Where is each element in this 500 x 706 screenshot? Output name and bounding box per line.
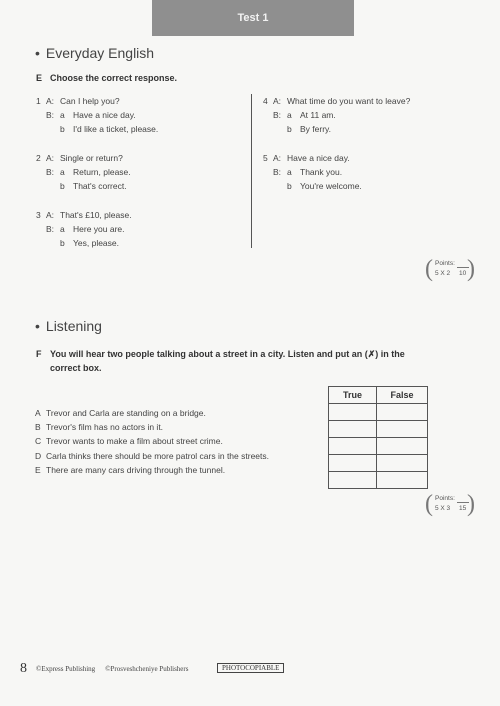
- prompt-text: That's £10, please.: [60, 210, 132, 220]
- true-false-table: [328, 386, 428, 489]
- question-3: [36, 208, 236, 252]
- statement-letter: A: [35, 408, 41, 418]
- question-2: [36, 151, 236, 195]
- false-box[interactable]: [377, 438, 428, 455]
- option-letter[interactable]: a: [60, 110, 65, 120]
- question-5: [263, 151, 463, 195]
- speaker-b: B:: [46, 110, 55, 120]
- bullet-icon: •: [35, 45, 40, 61]
- option-text[interactable]: Have a nice day.: [73, 110, 136, 120]
- statement-e: [35, 465, 225, 475]
- question-number: 4: [263, 96, 268, 106]
- option-text[interactable]: By ferry.: [300, 124, 332, 134]
- section-title-listening: [35, 318, 102, 334]
- option-letter[interactable]: b: [60, 124, 65, 134]
- prompt-text: Single or return?: [60, 153, 123, 163]
- statement-letter: E: [35, 465, 41, 475]
- table-row: [329, 472, 428, 489]
- speaker-b: B:: [273, 110, 282, 120]
- points-total: 15: [459, 505, 467, 512]
- true-box[interactable]: [329, 472, 377, 489]
- true-box[interactable]: [329, 438, 377, 455]
- section-title-text: Listening: [45, 318, 102, 334]
- question-number: 1: [36, 96, 41, 106]
- speaker-b: B:: [46, 224, 55, 234]
- paren-left: (: [425, 491, 433, 517]
- photocopiable-label: PHOTOCOPIABLE: [217, 663, 284, 673]
- true-box[interactable]: [329, 455, 377, 472]
- option-text[interactable]: Here you are.: [73, 224, 125, 234]
- false-box[interactable]: [377, 455, 428, 472]
- false-box[interactable]: [377, 472, 428, 489]
- table-row: [329, 438, 428, 455]
- instruction-e: [36, 73, 177, 83]
- statement-d: [35, 451, 269, 461]
- instruction-text-2: correct box.: [50, 363, 102, 373]
- points-label: Points:: [435, 495, 455, 502]
- option-text[interactable]: I'd like a ticket, please.: [73, 124, 159, 134]
- true-box[interactable]: [329, 404, 377, 421]
- points-total: 10: [459, 270, 467, 277]
- statement-b: [35, 422, 163, 432]
- true-box[interactable]: [329, 421, 377, 438]
- statement-text: Trevor and Carla are standing on a bridge.: [46, 408, 206, 418]
- speaker-a: A:: [46, 210, 55, 220]
- instruction-letter: F: [36, 349, 42, 359]
- points-box-f: [425, 493, 475, 519]
- paren-right: ): [467, 256, 475, 282]
- points-calc: 5 X 3: [435, 505, 451, 512]
- table-header-row: [329, 387, 428, 404]
- statement-letter: C: [35, 436, 42, 446]
- instruction-text: Choose the correct response.: [50, 73, 178, 83]
- statement-text: Trevor wants to make a film about street crime.: [46, 436, 223, 446]
- section-title-everyday-english: [35, 45, 154, 61]
- false-box[interactable]: [377, 421, 428, 438]
- statement-letter: B: [35, 422, 41, 432]
- speaker-a: A:: [46, 153, 55, 163]
- question-1: [36, 94, 236, 138]
- paren-left: (: [425, 256, 433, 282]
- statement-letter: D: [35, 451, 42, 461]
- option-text[interactable]: You're welcome.: [300, 181, 362, 191]
- question-4: [263, 94, 463, 138]
- false-header: False: [377, 387, 428, 404]
- question-number: 3: [36, 210, 41, 220]
- page-number: 8: [20, 661, 27, 676]
- speaker-b: B:: [273, 167, 282, 177]
- publisher-2: ©Prosveshcheniye Publishers: [105, 665, 189, 673]
- option-text[interactable]: At 11 am.: [300, 110, 336, 120]
- publisher-1: ©Express Publishing: [36, 665, 96, 673]
- option-letter[interactable]: b: [287, 124, 292, 134]
- option-letter[interactable]: a: [60, 224, 65, 234]
- option-letter[interactable]: b: [60, 238, 65, 248]
- paren-right: ): [467, 491, 475, 517]
- column-divider: [251, 94, 252, 248]
- points-calc: 5 X 2: [435, 270, 451, 277]
- false-box[interactable]: [377, 404, 428, 421]
- option-text[interactable]: Return, please.: [73, 167, 131, 177]
- points-label: Points:: [435, 260, 455, 267]
- option-text[interactable]: Thank you.: [300, 167, 343, 177]
- statement-c: [35, 436, 223, 446]
- prompt-text: Have a nice day.: [287, 153, 350, 163]
- statement-text: Carla thinks there should be more patrol cars in the streets.: [46, 451, 269, 461]
- points-box-e: [425, 258, 475, 284]
- speaker-a: A:: [273, 153, 282, 163]
- option-letter[interactable]: b: [287, 181, 292, 191]
- question-number: 5: [263, 153, 268, 163]
- statement-text: Trevor's film has no actors in it.: [46, 422, 164, 432]
- bullet-icon: •: [35, 318, 40, 334]
- speaker-a: A:: [46, 96, 55, 106]
- test-title: Test 1: [152, 0, 354, 36]
- table-row: [329, 404, 428, 421]
- instruction-letter: E: [36, 73, 43, 83]
- section-title-text: Everyday English: [45, 45, 155, 61]
- speaker-b: B:: [46, 167, 55, 177]
- table-row: [329, 421, 428, 438]
- table-row: [329, 455, 428, 472]
- prompt-text: Can I help you?: [60, 96, 120, 106]
- option-text[interactable]: Yes, please.: [73, 238, 119, 248]
- footer-publishers: [36, 665, 198, 673]
- true-header: True: [329, 387, 377, 404]
- option-letter[interactable]: a: [287, 167, 292, 177]
- prompt-text: What time do you want to leave?: [287, 96, 411, 106]
- option-letter[interactable]: a: [60, 167, 65, 177]
- instruction-f: [36, 347, 476, 375]
- question-number: 2: [36, 153, 41, 163]
- option-letter[interactable]: a: [287, 110, 292, 120]
- statement-a: [35, 408, 206, 418]
- option-letter[interactable]: b: [60, 181, 65, 191]
- option-text[interactable]: That's correct.: [73, 181, 127, 191]
- statement-text: There are many cars driving through the tunnel.: [46, 465, 226, 475]
- instruction-text: You will hear two people talking about a street in a city. Listen and put an (✗) in the: [50, 349, 405, 359]
- speaker-a: A:: [273, 96, 282, 106]
